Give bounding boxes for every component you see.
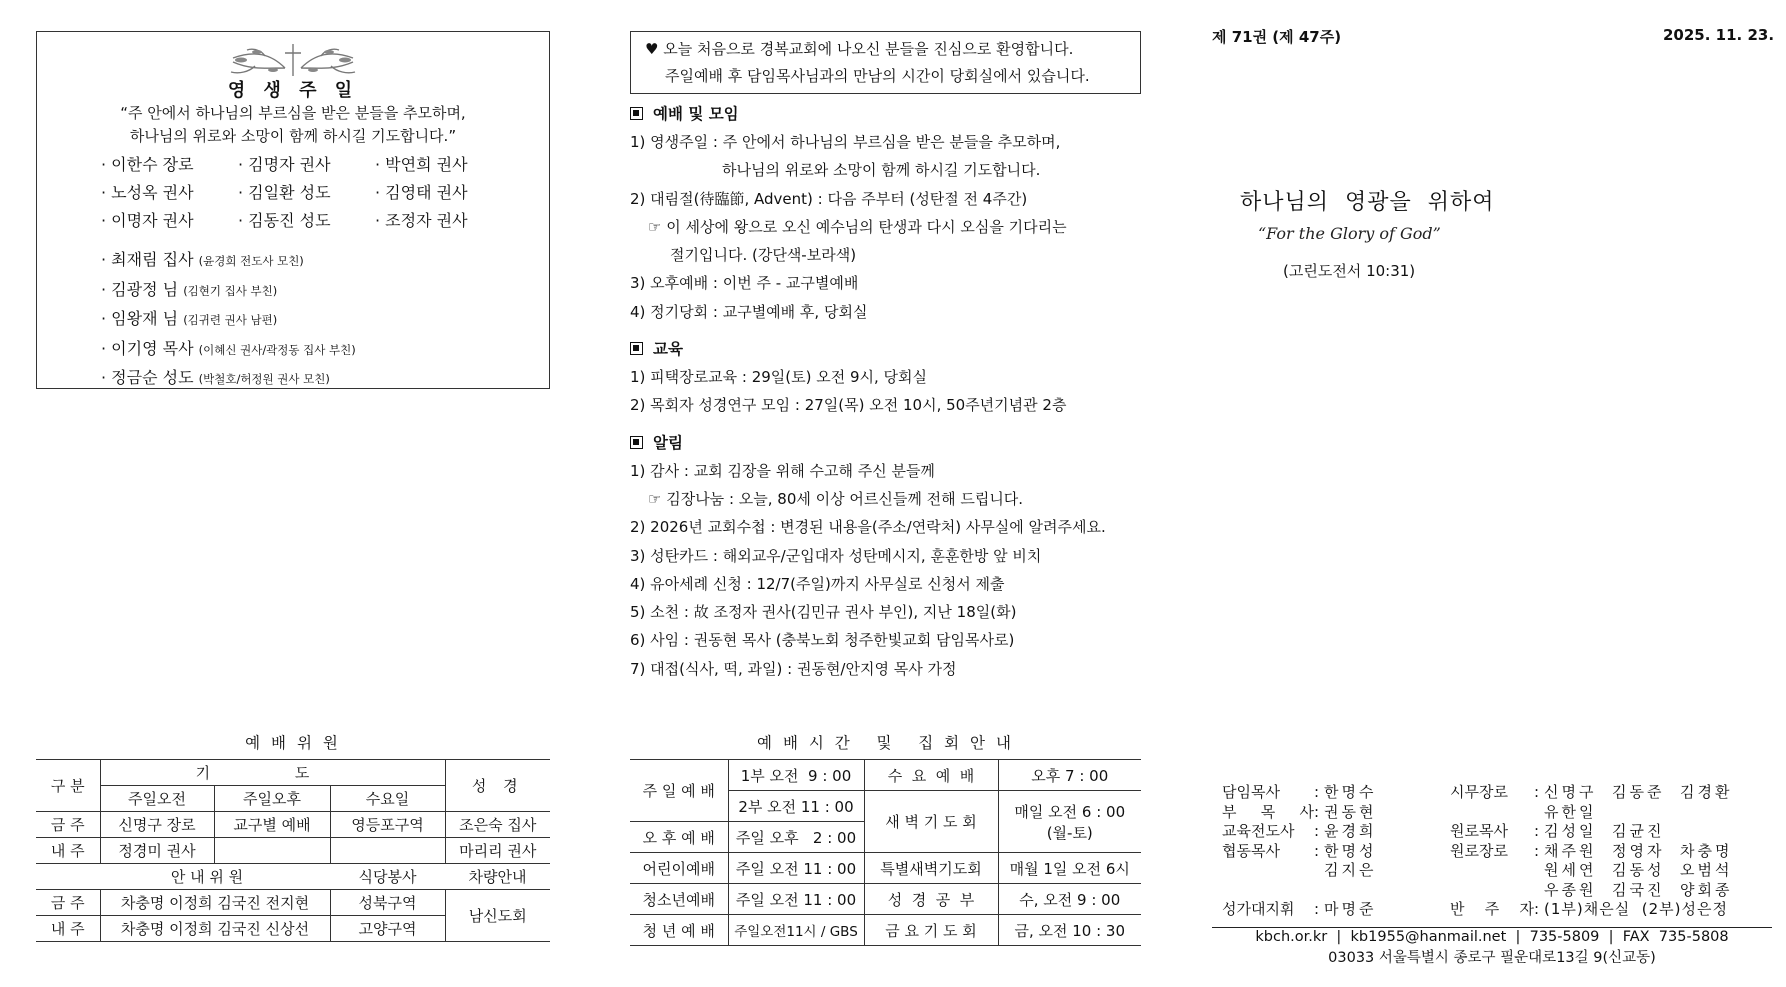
staff-name: 권동현: [1324, 802, 1377, 821]
staff-name: 유한일: [1544, 802, 1597, 821]
staff-role: [1222, 881, 1314, 901]
table-cell: [998, 791, 1141, 853]
staff-name: 신명구 김동준 김경환: [1544, 783, 1733, 801]
staff-name: 원세연 김동성 오범석: [1544, 861, 1733, 879]
staff-name: 한명수: [1324, 783, 1377, 801]
section-title-notice: [630, 429, 1150, 457]
row-label: 내 주: [36, 916, 100, 942]
staff-role: 반 주 자: [1450, 900, 1534, 918]
table-cell: 차충명 이정희 김국진 전지현: [100, 890, 330, 916]
header-cell: 안 내 위 원: [36, 864, 330, 890]
announcement-line: 2) 2026년 교회수첩 : 변경된 내용을(주소/연락처) 사무실에 알려주세요.: [630, 518, 1106, 537]
announcement-line: 1) 감사 : 교회 김장을 위해 수고해 주신 분들께: [630, 461, 935, 480]
church-address: 03033 서울특별시 종로구 필운대로13길 9(신교동): [1328, 950, 1656, 966]
memorial-relatives-list: [101, 246, 356, 394]
list-item: [101, 305, 356, 335]
staff-role: 협동목사: [1222, 841, 1280, 860]
memorial-name: · 김영태 권사: [375, 183, 468, 202]
row-label: 성 경 공 부: [864, 884, 998, 915]
welcome-box: [630, 31, 1141, 94]
staff-role: 담임목사: [1222, 783, 1280, 801]
row-label: 금 주: [36, 890, 100, 916]
staff-row: 성가대지휘 : 마명준 반 주 자 : (1부)채은실 (2부)성은정: [1222, 900, 1728, 918]
square-bullet-icon: [630, 436, 643, 449]
table-cell: 매월 1일 오전 6시: [998, 853, 1141, 884]
table-row: [36, 838, 550, 864]
memorial-name: · 임왕재 님: [101, 309, 179, 328]
staff-role: [1222, 861, 1314, 881]
header-cell: 주일오후: [214, 786, 330, 812]
staff-role: 원로목사: [1450, 822, 1508, 840]
table-row: [630, 760, 1141, 791]
table-cell: 남신도회: [445, 890, 550, 942]
footer-divider: [1212, 927, 1772, 928]
announcements: [630, 100, 1150, 683]
announcement-line: 하나님의 위로와 소망이 함께 하시길 기도합니다.: [722, 161, 1041, 180]
memorial-note: (윤경희 전도사 모친): [198, 254, 304, 268]
cover-title: 하나님의 영광을 위하여: [1240, 190, 1495, 215]
table-cell: 2부 오전 11 : 00: [728, 791, 864, 822]
announcement-line: 3) 성탄카드 : 해외교우/군입대자 성탄메시지, 훈훈한방 앞 비치: [630, 546, 1042, 565]
table-row: [630, 853, 1141, 884]
staff-directory: [1222, 783, 1762, 920]
list-item: [101, 364, 356, 394]
cross-ornament-icon: [37, 40, 549, 80]
bible-reference: (고린도전서 10:31): [1283, 262, 1416, 280]
announcement-line: 1) 영생주일 : 주 안에서 하나님의 부르심을 받은 분들을 추모하며,: [630, 133, 1061, 151]
staff-name: 우종원 김국진 양회종: [1544, 880, 1733, 899]
row-label: 금 주: [36, 812, 100, 838]
announcement-line: 4) 정기당회 : 교구별예배 후, 당회실: [630, 302, 868, 321]
announcement-line: ☞ 이 세상에 왕으로 오신 예수님의 탄생과 다시 오심을 기다리는: [648, 217, 1067, 236]
section-title-text: 예배 및 모임: [653, 105, 739, 123]
table-row: [36, 864, 550, 890]
memorial-name: · 노성옥 권사: [101, 183, 194, 202]
staff-role: 교육전도사: [1222, 822, 1295, 840]
table-cell: 1부 오전 9 : 00: [728, 760, 864, 791]
table-cell: 성북구역: [330, 890, 445, 916]
table-cell: 고양구역: [330, 916, 445, 942]
header-cell: 수요일: [330, 786, 445, 812]
table-row: [36, 890, 550, 916]
table-cell: 영등포구역: [330, 812, 445, 838]
row-label: 내 주: [36, 838, 100, 864]
announcement-line: 7) 대접(식사, 떡, 과일) : 권동현/안지영 목사 가정: [630, 659, 957, 678]
worship-committee-table: [36, 759, 550, 942]
memorial-quote: [37, 102, 549, 148]
staff-role: 부 목 사: [1222, 802, 1314, 821]
staff-row: 담임목사 : 한명수 시무장로 : 신명구 김동준 김경환: [1222, 783, 1733, 801]
staff-role: [1450, 803, 1534, 823]
staff-name: 김지은: [1324, 861, 1377, 879]
section-title-text: 알림: [653, 433, 683, 452]
quote-line-2: 하나님의 위로와 소망이 함께 하시길 기도합니다.”: [129, 127, 457, 145]
announcement-line: 2) 목회자 성경연구 모임 : 27일(목) 오전 10시, 50주년기념관 2층: [630, 396, 1067, 415]
table-cell: 마리리 권사: [445, 838, 550, 864]
schedule-table: [630, 759, 1141, 946]
volume-number: 제 71권 (제 47주): [1212, 28, 1342, 46]
staff-role: [1450, 881, 1534, 901]
table-row: [36, 812, 550, 838]
staff-name: [1324, 881, 1436, 901]
header-cell: 구 분: [36, 760, 100, 812]
header-cell: 차량안내: [445, 864, 550, 890]
section-title-worship: [630, 100, 1150, 128]
staff-name: (1부)채은실 (2부)성은정: [1544, 900, 1728, 918]
memorial-name: · 정금순 성도: [101, 368, 194, 387]
staff-row: 협동목사 : 한명성 원로장로 : 채주원 정영자 차충명: [1222, 841, 1733, 860]
table-cell: [214, 838, 330, 864]
table-cell: 주일 오전 11 : 00: [728, 853, 864, 884]
table-row: [630, 884, 1141, 915]
memorial-name: · 김광정 님: [101, 279, 179, 299]
staff-role: [1450, 861, 1534, 881]
announcement-line: 6) 사임 : 권동현 목사 (충북노회 청주한빛교회 담임목사로): [630, 631, 1015, 650]
row-label: 수 요 예 배: [864, 760, 998, 791]
table-cell: 정경미 권사: [100, 838, 214, 864]
list-item: [101, 335, 356, 365]
staff-name: 마명준: [1324, 900, 1377, 918]
staff-role: 원로장로: [1450, 841, 1508, 860]
memorial-name-grid: [101, 154, 521, 232]
staff-row: 부 목 사 : 권동현 유한일: [1222, 802, 1597, 821]
staff-row: [1222, 881, 1762, 901]
memorial-sunday-box: [36, 31, 550, 389]
row-label: 청 년 예 배: [630, 915, 728, 946]
worship-committee-title: 예 배 위 원: [245, 734, 341, 752]
staff-role: 시무장로: [1450, 783, 1508, 801]
row-label: 금 요 기 도 회: [864, 915, 998, 946]
announcement-line: ☞ 김장나눔 : 오늘, 80세 이상 어르신들께 전해 드립니다.: [648, 489, 1024, 508]
square-bullet-icon: [630, 342, 643, 355]
table-cell: 오후 7 : 00: [998, 760, 1141, 791]
table-cell: 금, 오전 10 : 30: [998, 915, 1141, 946]
staff-name: 김성일 김균진: [1544, 822, 1665, 840]
memorial-name: · 조정자 권사: [375, 211, 468, 230]
memorial-title: 영 생 주 일: [227, 80, 359, 101]
welcome-line-1: ♥ 오늘 처음으로 경복교회에 나오신 분들을 진심으로 환영합니다.: [645, 40, 1074, 58]
header-cell: 기 도: [100, 760, 445, 786]
memorial-note: (김현기 집사 부친): [183, 283, 278, 298]
table-cell: 주일오전11시 / GBS: [728, 915, 864, 946]
memorial-note: (박철호/허정원 권사 모친): [198, 372, 330, 386]
staff-name: 한명성: [1324, 841, 1377, 860]
table-cell: 교구별 예배: [214, 812, 330, 838]
section-title-text: 교육: [653, 340, 683, 359]
memorial-name: · 박연희 권사: [375, 155, 468, 174]
memorial-note: (김귀련 권사 남편): [183, 313, 278, 327]
table-row: [630, 915, 1141, 946]
announcement-line: 5) 소천 : 故 조정자 권사(김민규 권사 부인), 지난 18일(화): [630, 603, 1017, 622]
list-item: [101, 246, 356, 276]
staff-row: [1222, 861, 1762, 881]
list-item: [101, 276, 356, 306]
row-label: 주 일 예 배: [630, 760, 728, 822]
cover-subtitle: “For the Glory of God”: [1258, 224, 1441, 243]
square-bullet-icon: [630, 107, 643, 120]
table-cell: 조은숙 집사: [445, 812, 550, 838]
memorial-name: · 이명자 권사: [101, 211, 194, 230]
row-label: 오 후 예 배: [630, 822, 728, 853]
memorial-name: · 최재림 집사: [101, 250, 194, 269]
dawn-days: (월-토): [1046, 823, 1093, 842]
schedule-title: 예 배 시 간 및 집 회 안 내: [757, 734, 1014, 752]
memorial-name: · 김일환 성도: [238, 183, 331, 202]
staff-role: 성가대지휘: [1222, 900, 1295, 918]
memorial-name: · 김동진 성도: [238, 211, 331, 230]
row-label: 청소년예배: [630, 884, 728, 915]
memorial-name: · 김명자 권사: [238, 155, 331, 174]
table-row: [36, 760, 550, 786]
announcement-line: 4) 유아세례 신청 : 12/7(주일)까지 사무실로 신청서 제출: [630, 574, 1005, 593]
bulletin-date: 2025. 11. 23.: [1663, 26, 1775, 44]
table-cell: 신명구 장로: [100, 812, 214, 838]
welcome-line-2: 주일예배 후 담임목사님과의 만남의 시간이 당회실에서 있습니다.: [665, 67, 1090, 85]
announcement-line: 절기입니다. (강단색-보라색): [670, 246, 857, 265]
row-label: 새 벽 기 도 회: [864, 791, 998, 853]
table-cell: [330, 838, 445, 864]
contact-info: kbch.or.kr | kb1955@hanmail.net | 735-5809 | FAX 735-5808: [1255, 929, 1729, 945]
table-cell: 차충명 이정희 김국진 신상선: [100, 916, 330, 942]
row-label: 특별새벽기도회: [864, 853, 998, 884]
table-cell: 수, 오전 9 : 00: [998, 884, 1141, 915]
memorial-name: · 이기영 목사: [101, 338, 194, 358]
staff-name: 윤경희: [1324, 822, 1377, 840]
announcement-line: 3) 오후예배 : 이번 주 - 교구별예배: [630, 274, 859, 293]
section-title-education: [630, 335, 1150, 363]
row-label: 어린이예배: [630, 853, 728, 884]
staff-row: 교육전도사 : 윤경희 원로목사 : 김성일 김균진: [1222, 822, 1665, 840]
memorial-note: (이혜신 권사/곽정동 집사 부친): [198, 342, 356, 357]
table-cell: 주일 오후 2 : 00: [728, 822, 864, 853]
header-cell: 식당봉사: [330, 864, 445, 890]
header-cell: 성 경: [445, 760, 550, 812]
quote-line-1: “주 안에서 하나님의 부르심을 받은 분들을 추모하며,: [120, 104, 466, 122]
announcement-line: 1) 피택장로교육 : 29일(토) 오전 9시, 당회실: [630, 368, 928, 387]
staff-name: 채주원 정영자 차충명: [1544, 841, 1733, 860]
dawn-time: 매일 오전 6 : 00: [1014, 802, 1126, 821]
table-cell: 주일 오전 11 : 00: [728, 884, 864, 915]
announcement-line: 2) 대림절(待臨節, Advent) : 다음 주부터 (성탄절 전 4주간): [630, 189, 1028, 208]
header-cell: 주일오전: [100, 786, 214, 812]
memorial-name: · 이한수 장로: [101, 155, 194, 174]
